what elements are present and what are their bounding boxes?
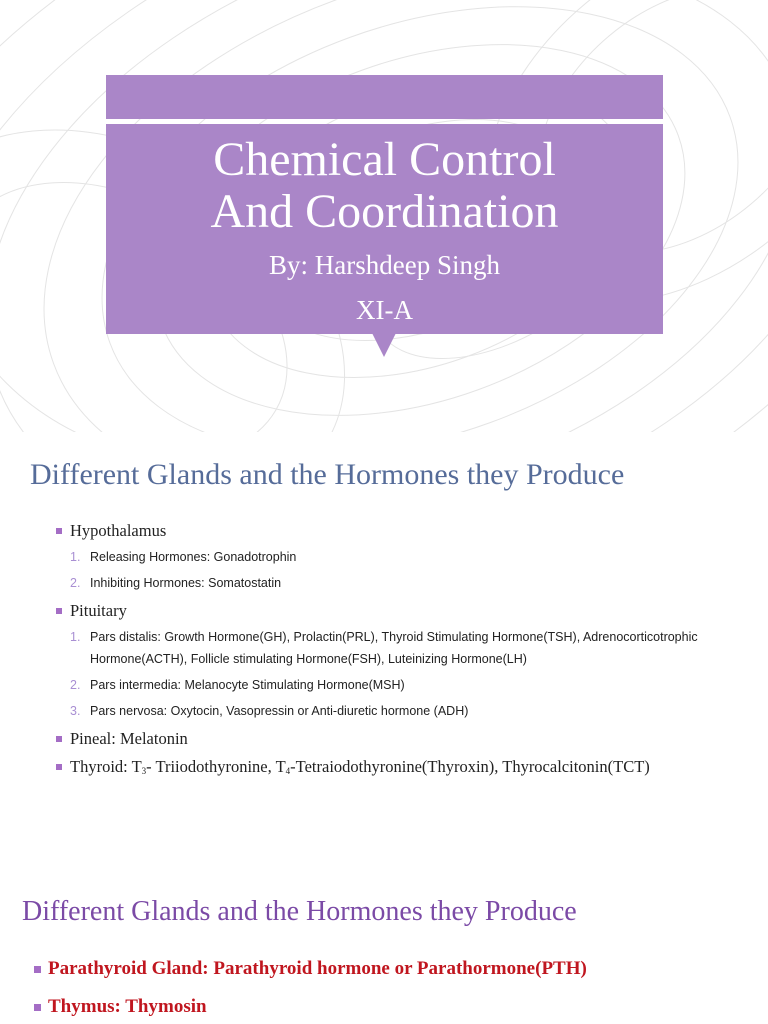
list-number: 2. bbox=[70, 678, 81, 692]
list-item bbox=[70, 626, 746, 670]
title-slide bbox=[0, 0, 768, 432]
bullet-square-icon bbox=[34, 1004, 41, 1011]
bullet-square-icon bbox=[56, 608, 62, 614]
gland-label: Parathyroid Gland: Parathyroid hormone or Parathormone(PTH) bbox=[48, 958, 587, 979]
hormone-list bbox=[70, 546, 746, 594]
bullet-square-icon bbox=[34, 966, 41, 973]
slide-heading: Different Glands and the Hormones they Produce bbox=[30, 458, 625, 491]
list-item bbox=[56, 520, 746, 594]
subscript-3: 3 bbox=[141, 766, 147, 776]
thyroid-rest: -Tetraiodothyronine(Thyroxin), Thyrocalcitonin(TCT) bbox=[290, 757, 650, 776]
hormone-text: Pars intermedia: Melanocyte Stimulating Hormone(MSH) bbox=[90, 678, 405, 692]
gland-label: Pituitary bbox=[70, 601, 127, 620]
gland-list bbox=[56, 520, 746, 788]
bullet-square-icon bbox=[56, 736, 62, 742]
list-item bbox=[70, 572, 746, 594]
list-number: 2. bbox=[70, 576, 81, 590]
slide-heading: Different Glands and the Hormones they Produce bbox=[22, 896, 577, 927]
gland-label: Hypothalamus bbox=[70, 521, 167, 540]
slide-title bbox=[106, 134, 663, 238]
list-item bbox=[34, 958, 587, 980]
gland-label: Pineal: Melatonin bbox=[70, 729, 188, 748]
bullet-square-icon bbox=[56, 528, 62, 534]
list-number: 1. bbox=[70, 630, 81, 644]
list-item bbox=[56, 756, 746, 782]
list-item bbox=[70, 700, 746, 722]
title-pointer bbox=[372, 333, 396, 357]
hormone-text: Pars nervosa: Oxytocin, Vasopressin or Anti-diuretic hormone (ADH) bbox=[90, 704, 469, 718]
list-item bbox=[34, 996, 207, 1018]
thyroid-mid: - Triiodothyronine, T bbox=[146, 757, 286, 776]
thyroid-prefix: Thyroid: T bbox=[70, 757, 142, 776]
hormone-list bbox=[70, 626, 746, 722]
gland-label: Thymus: Thymosin bbox=[48, 996, 207, 1017]
list-item bbox=[70, 546, 746, 568]
title-band-top bbox=[106, 75, 663, 119]
list-item bbox=[56, 600, 746, 722]
hormone-text: Pars distalis: Growth Hormone(GH), Prolactin(PRL), Thyroid Stimulating Hormone(TSH), Adrenocorticotrophic Hormone(ACTH), Follicle stimulating Hormone(FSH), Luteinizing Hormone(LH) bbox=[90, 630, 698, 666]
title-line-2: And Coordination bbox=[210, 185, 559, 238]
list-number: 1. bbox=[70, 550, 81, 564]
bullet-square-icon bbox=[56, 764, 62, 770]
glands-slide-2 bbox=[0, 864, 768, 1024]
title-line-1: Chemical Control bbox=[213, 133, 556, 186]
list-item bbox=[70, 674, 746, 696]
gland-label bbox=[70, 757, 650, 776]
hormone-text: Inhibiting Hormones: Somatostatin bbox=[90, 576, 282, 590]
subscript-4: 4 bbox=[285, 766, 291, 776]
class-line: XI-A bbox=[356, 295, 413, 325]
hormone-text: Releasing Hormones: Gonadotrophin bbox=[90, 550, 297, 564]
list-number: 3. bbox=[70, 704, 81, 718]
author-line: By: Harshdeep Singh bbox=[269, 250, 500, 280]
list-item bbox=[56, 728, 746, 750]
glands-slide-1 bbox=[0, 432, 768, 864]
